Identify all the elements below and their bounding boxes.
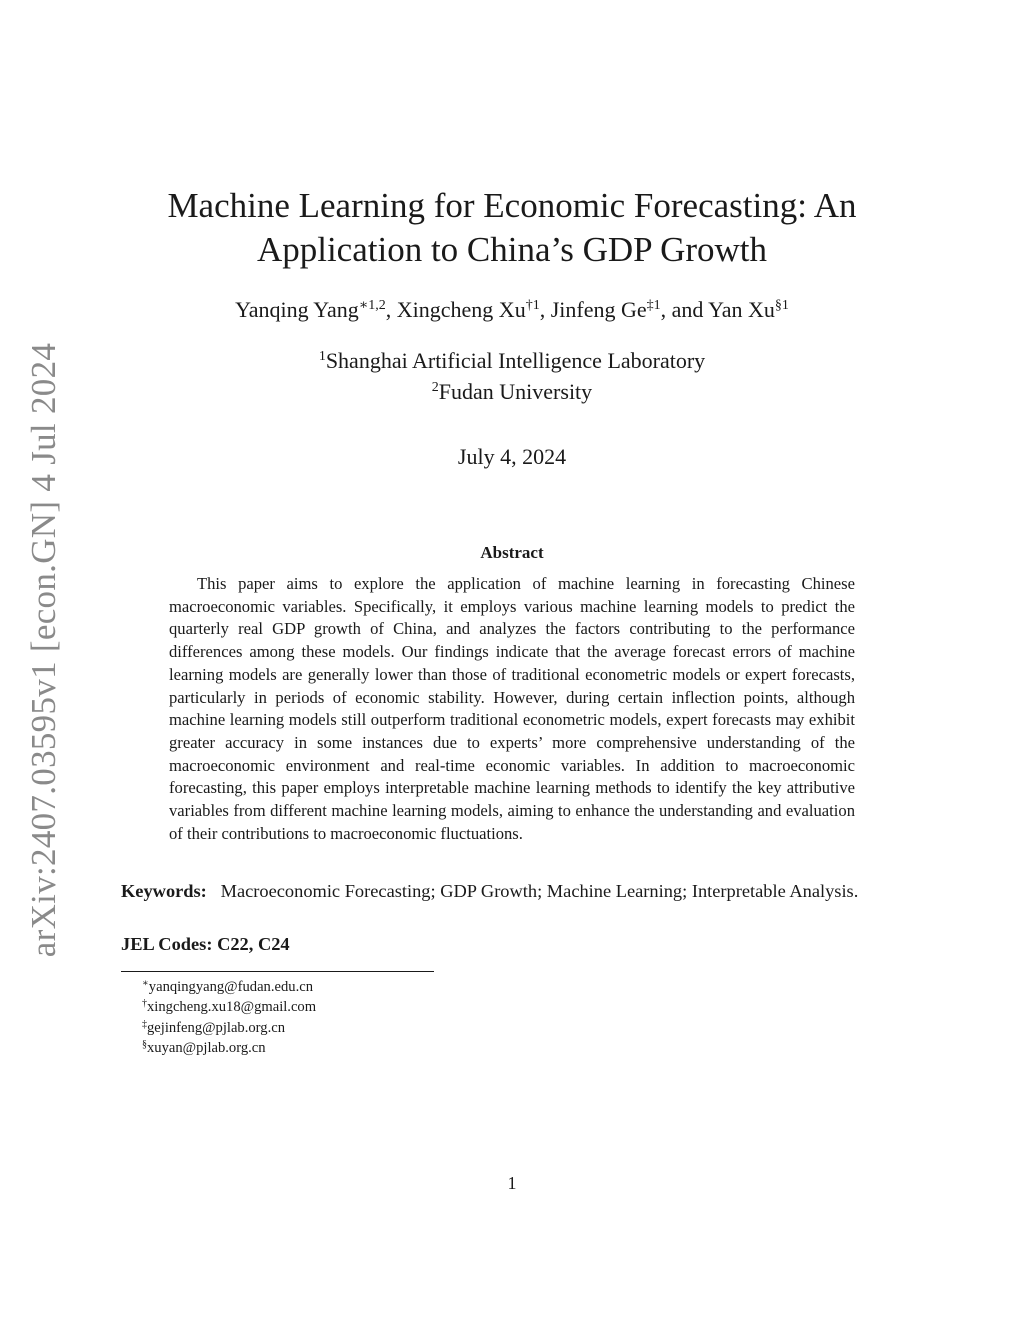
footnote-email: xingcheng.xu18@gmail.com [147,999,317,1016]
jel-codes [121,932,290,957]
footnote [142,1038,316,1058]
paper-title [130,184,894,272]
author-marks: †1 [525,298,540,313]
page-number: 1 [507,1173,517,1193]
abstract-text: This paper aims to explore the application of machine learning in forecasting Chinese macroeconomic variables. Specifically, it employs various machine learning models to predict the quarterly real GDP growth of China, and analyzes the factors contributing to the performance differences among these models. Our findings indicate that the average forecast errors of machine learning models are generally lower than those of traditional econometric models or expert forecasts, particularly in periods of economic stability. However, during certain inflection points, although machine learning models still outperform traditional econometric models, expert forecasts may exhibit greater accuracy in some instances due to experts’ more comprehensive understanding of the macroeconomic environment and real-time economic variables. In addition to macroeconomic forecasting, this paper employs interpretable machine learning methods to identify the key attributive variables from different machine learning models, aiming to enhance the understanding and evaluation of their contributions to macroeconomic fluctuations. [169,574,855,843]
footnote-mark: ∗ [142,978,149,989]
author-name: Yan Xu [708,297,775,322]
author-name: Jinfeng Ge [550,297,647,322]
footnote-mark: ‡ [142,1018,147,1030]
author-name: Xingcheng Xu [396,297,526,322]
footnote-email: xuyan@pjlab.org.cn [147,1039,266,1056]
keywords-label: Keywords: [121,881,207,901]
jel-code-values: C22, C24 [217,934,290,954]
affiliation [130,376,894,407]
abstract-heading: Abstract [480,543,544,562]
affiliation-mark: 2 [431,380,439,395]
publication-date: July 4, 2024 [457,444,567,469]
arxiv-identifier: arXiv:2407.03595v1 [econ.GN] 4 Jul 2024 [24,342,63,958]
jel-label: JEL Codes: [121,934,213,954]
footnote [142,997,316,1017]
title-line-1: Machine Learning for Economic Forecasting: An [167,186,857,225]
author-marks: ‡1 [646,298,661,313]
author-separator: , [539,297,551,322]
author-marks: §1 [774,298,789,313]
title-line-2: Application to China’s GDP Growth [256,230,768,269]
footnote [142,977,316,997]
footnote-divider [121,971,434,972]
footnote [142,1018,316,1038]
keywords-text: Macroeconomic Forecasting; GDP Growth; Machine Learning; Interpretable Analysis. [220,881,859,901]
affiliation-name: Fudan University [438,379,593,404]
author-list [130,296,894,324]
author-name: Yanqing Yang [235,297,359,322]
footnotes [142,977,316,1058]
keywords [121,879,904,904]
footnote-email: gejinfeng@pjlab.org.cn [147,1019,285,1036]
affiliation-name: Shanghai Artificial Intelligence Laboratory [325,348,706,373]
footnote-mark: † [142,998,147,1010]
affiliations [130,345,894,407]
affiliation-mark: 1 [318,349,326,364]
author-marks: ∗1,2 [358,298,386,313]
footnote-email: yanqingyang@fudan.edu.cn [148,979,313,995]
author-separator: , [385,297,397,322]
author-separator: , and [660,297,709,322]
footnote-mark: § [142,1038,147,1050]
affiliation [130,345,894,376]
